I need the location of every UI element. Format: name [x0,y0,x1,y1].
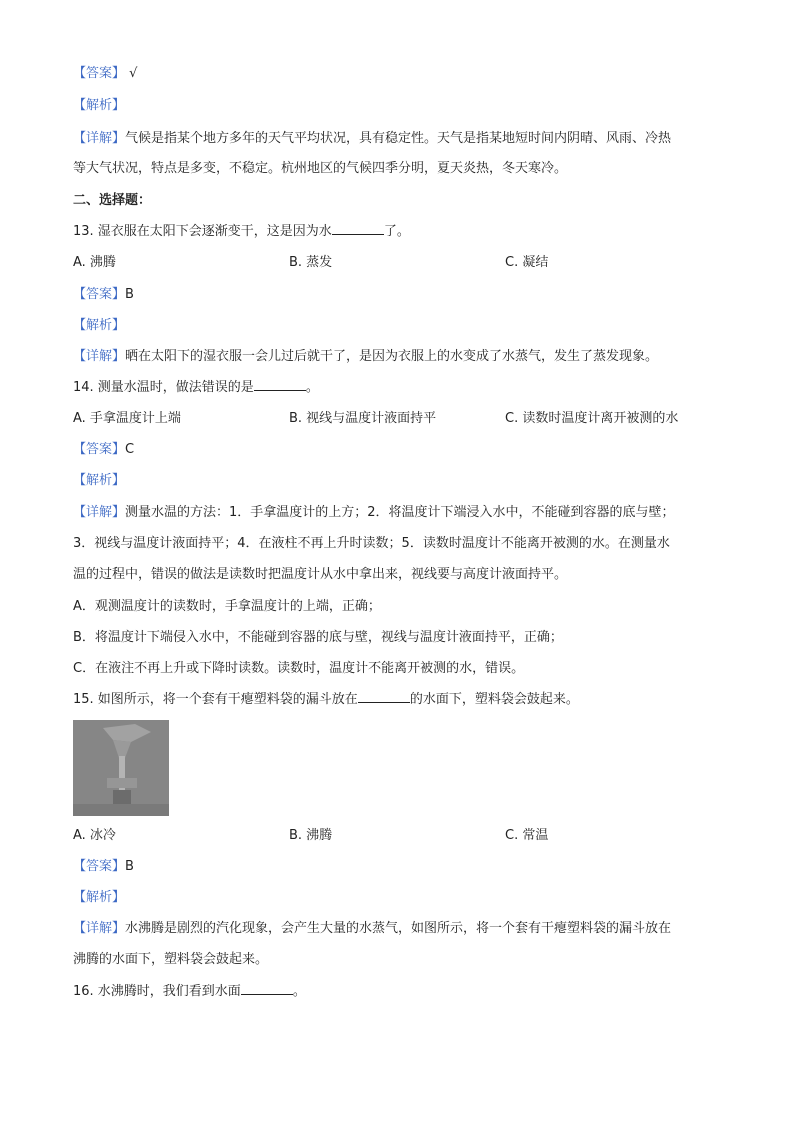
detail-text-line: B．将温度计下端侵入水中，不能碰到容器的底与壁，视线与温度计液面持平，正确； [73,630,563,645]
detail-line [73,347,658,367]
detail-tag: 【详解】 [73,505,126,520]
analysis-label: 解析 [86,473,113,488]
question-text: 13. 湿衣服在太阳下会逐渐变干，这是因为水 [73,224,332,239]
answer-line [73,64,137,84]
detail-text: 气候是指某个地方多年的天气平均状况，具有稳定性。天气是指某地短时间内阴晴、风雨、冷热 [125,131,672,146]
question-text-end: 。 [305,380,319,395]
option-a: A. 沸腾 [73,255,116,270]
bracket-left: 【 [73,473,87,488]
detail-text-line: 沸腾的水面下，塑料袋会鼓起来。 [73,952,269,967]
answer-tag: 【答案】 [73,859,126,874]
funnel-illustration [73,720,169,816]
question-text-end: 了。 [383,224,410,239]
answer-value: B [125,287,134,302]
bracket-left: 【 [73,890,87,905]
bracket-right: 】 [112,473,126,488]
answer-value: √ [129,66,138,81]
analysis-line [73,888,125,908]
question-text-end: 的水面下，塑料袋会鼓起来。 [409,692,579,707]
answer-line [73,440,134,460]
analysis-label: 解析 [86,890,113,905]
option-a: A. 手拿温度计上端 [73,411,181,426]
answer-value: C [125,442,135,457]
answer-line [73,285,134,305]
option-c: C. 凝结 [505,255,549,270]
detail-text-line: 3．视线与温度计液面持平；4．在液柱不再上升时读数；5．读数时温度计不能离开被测的水。在测量水 [73,536,670,551]
detail-tag: 【详解】 [73,921,126,936]
analysis-line [73,316,125,336]
bracket-right: 】 [112,890,126,905]
detail-line [73,129,671,149]
bracket-right: 】 [112,318,126,333]
answer-blank [358,690,410,703]
answer-blank [254,378,306,391]
detail-text: 晒在太阳下的湿衣服一会儿过后就干了，是因为衣服上的水变成了水蒸气，发生了蒸发现象。 [125,349,659,364]
detail-line [73,919,671,939]
question-text-end: 。 [292,984,306,999]
detail-text-line: A．观测温度计的读数时，手拿温度计的上端，正确； [73,599,381,614]
analysis-label: 解析 [86,318,113,333]
detail-tag: 【详解】 [73,131,126,146]
option-c: C. 常温 [505,828,549,843]
detail-text-line: C．在液注不再上升或下降时读数。读数时，温度计不能离开被测的水，错误。 [73,661,525,676]
detail-text: 水沸腾是剧烈的汽化现象，会产生大量的水蒸气，如图所示，将一个套有干瘪塑料袋的漏斗放在 [125,921,672,936]
answer-tag: 【答案】 [73,287,126,302]
answer-value: B [125,859,134,874]
detail-tag: 【详解】 [73,349,126,364]
question-text: 14. 测量水温时，做法错误的是 [73,380,254,395]
funnel-photo [73,720,169,816]
detail-text-line: 等大气状况，特点是多变，不稳定。杭州地区的气候四季分明，夏天炎热，冬天寒冷。 [73,161,568,176]
answer-blank [332,222,384,235]
bracket-right: 】 [112,98,126,113]
question-13 [73,222,410,242]
analysis-line [73,96,125,116]
question-text: 15. 如图所示，将一个套有干瘪塑料袋的漏斗放在 [73,692,358,707]
detail-text-line: 温的过程中，错误的做法是读数时把温度计从水中拿出来，视线要与高度计液面持平。 [73,567,568,582]
answer-tag: 【答案】 [73,442,126,457]
detail-line [73,503,675,523]
option-a: A. 冰冷 [73,828,116,843]
section-heading: 二、选择题： [73,193,152,208]
answer-tag: 【答案】 [73,66,126,81]
option-b: B. 沸腾 [289,828,333,843]
analysis-label: 解析 [86,98,113,113]
option-c: C. 读数时温度计离开被测的水 [505,411,679,426]
answer-line [73,857,134,877]
question-15 [73,690,579,710]
bracket-left: 【 [73,318,87,333]
detail-text: 测量水温的方法：1．手拿温度计的上方；2．将温度计下端浸入水中，不能碰到容器的底与壁； [125,505,675,520]
question-16 [73,982,306,1002]
question-text: 16. 水沸腾时，我们看到水面 [73,984,241,999]
question-14 [73,378,319,398]
answer-blank [241,982,293,995]
analysis-line [73,471,125,491]
option-b: B. 蒸发 [289,255,333,270]
bracket-left: 【 [73,98,87,113]
option-b: B. 视线与温度计液面持平 [289,411,437,426]
